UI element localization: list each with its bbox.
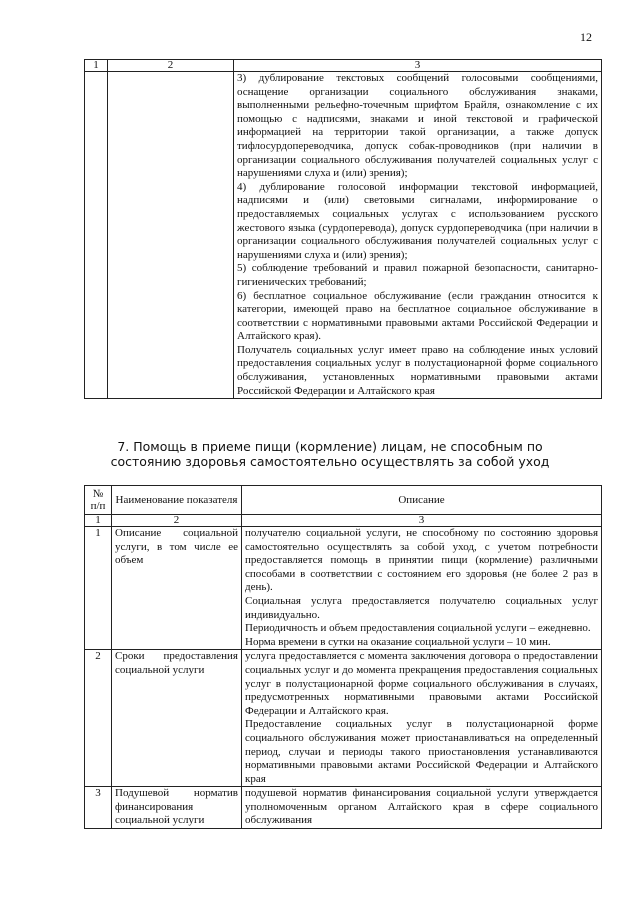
paragraph: 5) соблюдение требований и правил пожарной безопасности, санитарно-гигиенических требований; [237,262,598,288]
num-cell-3: 3 [242,515,602,527]
paragraph: 3) дублирование текстовых сообщений голосовыми сообщениями, оснащение организации социального обслуживания знаками, выполненными рельефно-точечным шрифтом Брайля, ознакомление с их помощью с надписями, знаками и иной текстовой и графической информацией на территории такой организации, а также допуск тифлосурдопереводчика, допуск собак-проводников (при наличии в организации социального обслуживания получателей социальных услуг с нарушениями слуха и (или) зрения); [237,72,598,180]
paragraph: Получатель социальных услуг имеет право на соблюдение иных условий предоставления социальных услуг в полустационарной форме социального обслуживания, установленных нормативными правовыми актами Российской Федерации и Алтайского края [237,343,598,397]
paragraph: получателю социальной услуги, не способному по состоянию здоровья самостоятельно осуществлять за собой уход, с учетом потребности предоставляется помощь в принятии пищи (кормление) различными способами в соответствии с состоянием его здоровья (не более 2 раз в день). [245,527,598,594]
table-row [85,787,602,829]
header-cell-3: 3 [234,60,602,72]
section-heading-line1: 7. Помощь в приеме пищи (кормление) лицам, не способным по [117,439,543,454]
empty-cell [85,72,108,399]
row-num: 2 [85,650,112,787]
paragraph: подушевой норматив финансирования социальной услуги утверждается уполномоченным органом Алтайского края в сфере социального обслуживания [245,787,598,827]
paragraph: 6) бесплатное социальное обслуживание (если гражданин относится к категории, имеющей право на бесплатное социальное обслуживание в соответствии с нормативными правовыми актами Российской Федерации и Алтайского края). [237,289,598,343]
row-desc [242,650,602,787]
table-row [85,72,602,399]
section-heading-line2: состоянию здоровья самостоятельно осуществлять за собой уход [110,454,550,469]
column-header-row [85,486,602,515]
row-desc [242,787,602,829]
continued-table [84,59,602,399]
service-table [84,485,602,829]
numbering-row [85,515,602,527]
paragraph: Предоставление социальных услуг в полустационарной форме социального обслуживания может приостанавливаться на определенный период, случаи и периоды такого приостановления устанавливаются нормативными правовыми актами Российской Федерации и Алтайского края [245,718,598,785]
table-row [85,527,602,650]
num-cell-2: 2 [112,515,242,527]
num-cell-1: 1 [85,515,112,527]
paragraph: Социальная услуга предоставляется получателю социальных услуг индивидуально. [245,594,598,621]
paragraph: Норма времени в сутки на оказание социальной услуги – 10 мин. [245,635,551,648]
col-header-num: № п/п [85,486,112,515]
row-num: 1 [85,527,112,650]
paragraph: 4) дублирование голосовой информации текстовой информацией, надписями и (или) световыми сигналами, информирование о предоставляемых социальных услугах с использованием русского жестового языка (сурдоперевода), допуск сурдопереводчика (при наличии в организации социального обслуживания получателей социальных услуг с нарушениями слуха и (или) зрения); [237,180,598,261]
header-cell-1: 1 [85,60,108,72]
col-header-desc: Описание [242,486,602,515]
empty-cell [108,72,234,399]
table-header-row [85,60,602,72]
paragraph: Периодичность и объем предоставления социальной услуги – ежедневно. [245,622,591,635]
row-name: Подушевой норматив финансирования социальной услуги [112,787,242,829]
row-num: 3 [85,787,112,829]
conditions-cell [234,72,602,399]
table-row [85,650,602,787]
row-desc [242,527,602,650]
col-header-name: Наименование показателя [112,486,242,515]
section-heading [60,439,600,469]
row-name: Описание социальной услуги, в том числе ее объем [112,527,242,650]
page-number: 12 [580,30,592,44]
row-name: Сроки предоставления социальной услуги [112,650,242,787]
header-cell-2: 2 [108,60,234,72]
paragraph: услуга предоставляется с момента заключения договора о предоставлении социальных услуг и до момента прекращения предоставления социальных услуг в полустационарной форме социального обслуживания в случаях, предусмотренных нормативными правовыми актами Российской Федерации и Алтайского края. [245,650,598,717]
